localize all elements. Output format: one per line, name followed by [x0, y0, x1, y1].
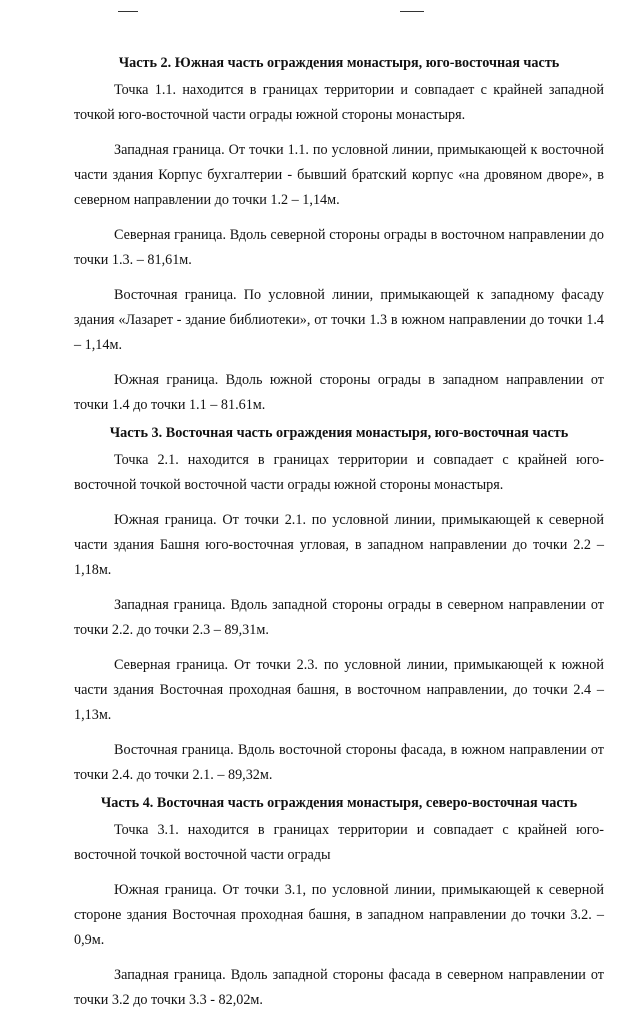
paragraph: Южная граница. От точки 2.1. по условной линии, примыкающей к северной части здания Башня юго-восточная угловая, в западном направлении до точки 2.2 – 1,18м.: [74, 512, 604, 578]
section-part-3: [74, 422, 604, 788]
scan-mark-right: [400, 11, 424, 12]
paragraph: Северная граница. От точки 2.3. по условной линии, примыкающей к южной части здания Восточная проходная башня, в восточном направлении, до точки 2.4 – 1,13м.: [74, 657, 604, 723]
section-heading: Часть 4. Восточная часть ограждения монастыря, северо-восточная часть: [100, 795, 578, 811]
section-part-2: [74, 52, 604, 418]
paragraph: Восточная граница. Вдоль восточной стороны фасада, в южном направлении от точки 2.4. до точки 2.1. – 89,32м.: [74, 742, 604, 783]
paragraph: Западная граница. От точки 1.1. по условной линии, примыкающей к восточной части здания Корпус бухгалтерии - бывший братский корпус «на дровяном дворе», в северном направлении до точки 1.2 – 1,14м.: [74, 142, 604, 208]
paragraph: Западная граница. Вдоль западной стороны фасада в северном направлении от точки 3.2 до точки 3.3 - 82,02м.: [74, 967, 604, 1008]
paragraph: Южная граница. От точки 3.1, по условной линии, примыкающей к северной стороне здания Восточная проходная башня, в западном направлении до точки 3.2. – 0,9м.: [74, 882, 604, 948]
section-heading: Часть 3. Восточная часть ограждения монастыря, юго-восточная часть: [109, 425, 569, 441]
paragraph: Западная граница. Вдоль западной стороны ограды в северном направлении от точки 2.2. до точки 2.3 – 89,31м.: [74, 597, 604, 638]
scan-mark-left: [118, 11, 138, 12]
paragraph: Точка 2.1. находится в границах территории и совпадает с крайней юго-восточной точкой восточной части ограды южной стороны монастыря.: [74, 452, 604, 493]
paragraph: Восточная граница. По условной линии, примыкающей к западному фасаду здания «Лазарет - здание библиотеки», от точки 1.3 в южном направлении до точки 1.4 – 1,14м.: [74, 287, 604, 353]
paragraph: Южная граница. Вдоль южной стороны ограды в западном направлении от точки 1.4 до точки 1.1 – 81.61м.: [74, 372, 604, 413]
section-heading: Часть 2. Южная часть ограждения монастыря, юго-восточная часть: [118, 55, 560, 71]
document-body: [74, 52, 604, 1023]
paragraph: Точка 1.1. находится в границах территории и совпадает с крайней западной точкой юго-восточной части ограды южной стороны монастыря.: [74, 82, 604, 123]
paragraph: Северная граница. Вдоль северной стороны ограды в восточном направлении до точки 1.3. – 81,61м.: [74, 227, 604, 268]
paragraph: Точка 3.1. находится в границах территории и совпадает с крайней юго-восточной точкой восточной части ограды: [74, 822, 604, 863]
section-part-4: [74, 792, 604, 1013]
